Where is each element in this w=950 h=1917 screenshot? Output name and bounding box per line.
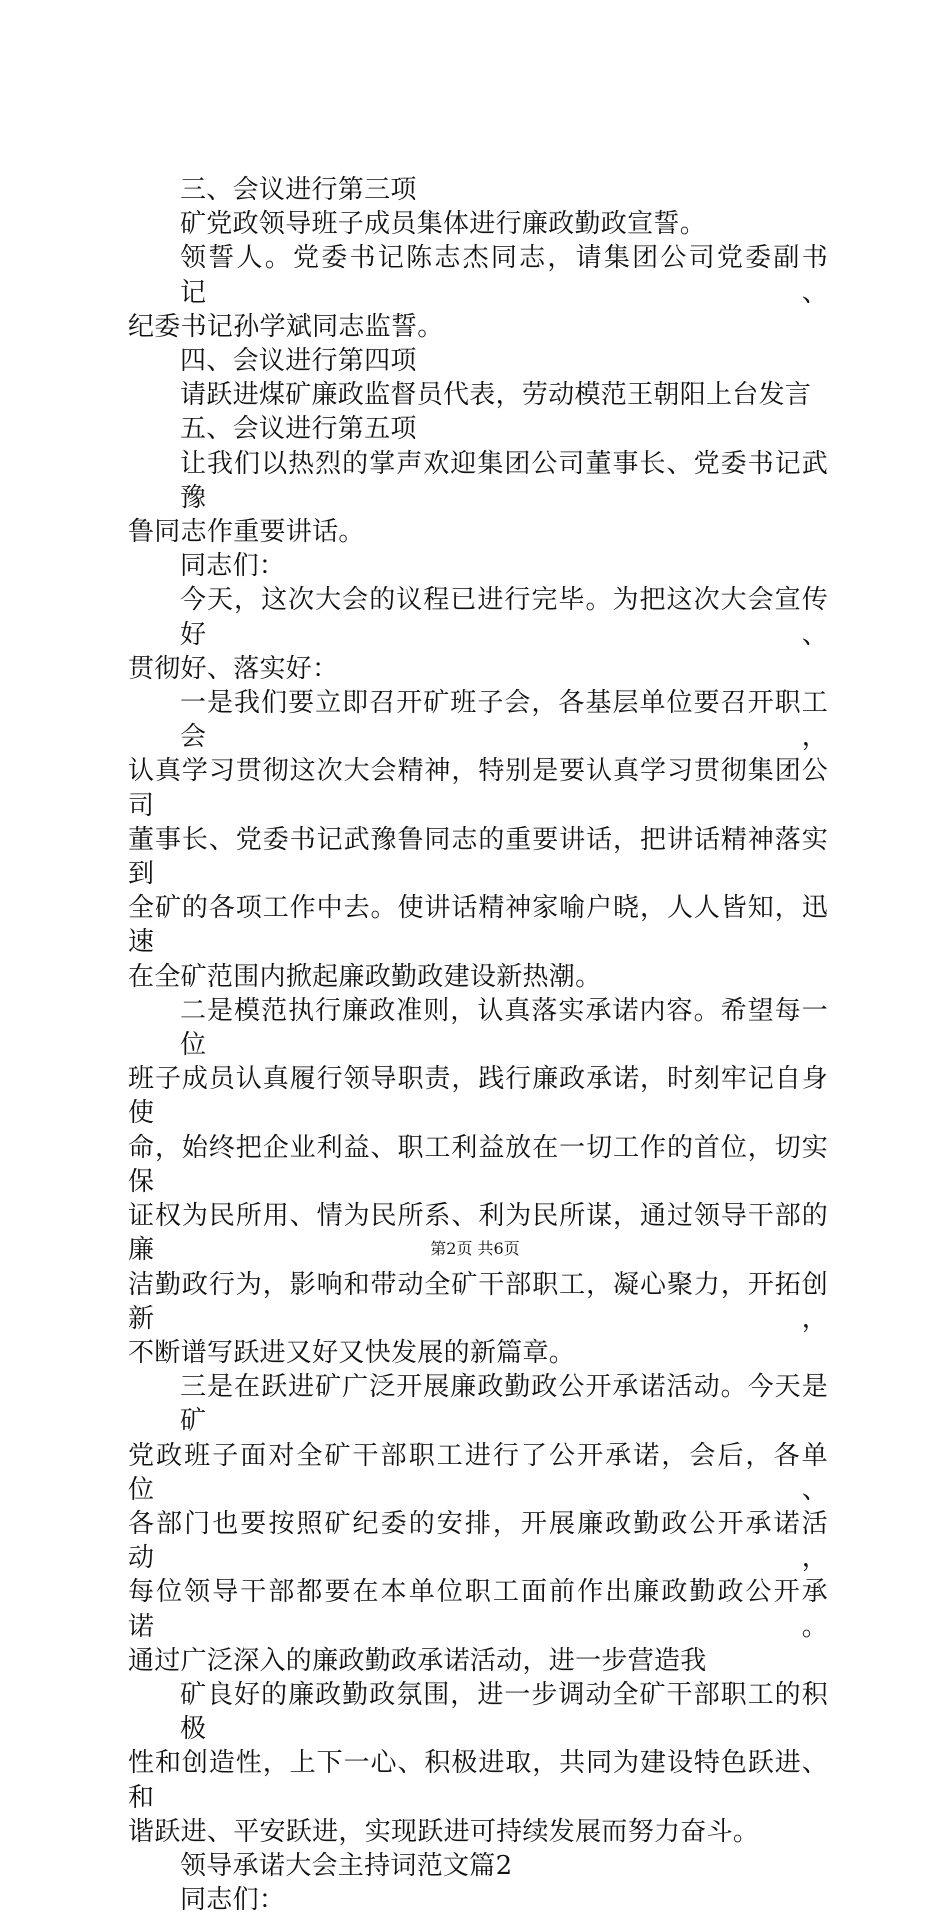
text-line: 五、会议进行第五项: [180, 414, 417, 445]
text-line: 在全矿范围内掀起廉政勤政建设新热潮。: [128, 961, 602, 992]
text-line: 各部门也要按照矿纪委的安排，开展廉政勤政公开承诺活动，: [128, 1508, 828, 1574]
text-line: 党政班子面对全矿干部职工进行了公开承诺，会后，各单位、: [128, 1440, 828, 1505]
text-line: 今天，这次大会的议程已进行完毕。为把这次大会宣传好、: [180, 585, 828, 650]
text-line: 领导承诺大会主持词范文篇2: [180, 1850, 513, 1881]
text-line: 证权为民所用、情为民所系、利为民所谋，通过领导干部的廉: [128, 1201, 828, 1266]
text-line: 董事长、党委书记武豫鲁同志的重要讲话，把讲话精神落实到: [128, 824, 828, 890]
text-line: 矿良好的廉政勤政氛围，进一步调动全矿干部职工的积极: [180, 1679, 828, 1745]
text-line: 纪委书记孙学斌同志监誓。: [128, 311, 444, 342]
text-line: 洁勤政行为，影响和带动全矿干部职工，凝心聚力，开拓创新，: [128, 1269, 828, 1334]
text-line: 同志们：: [180, 551, 286, 582]
text-line: 命，始终把企业利益、职工利益放在一切工作的首位，切实保: [128, 1132, 828, 1197]
text-line: 三是在跃进矿广泛开展廉政勤政公开承诺活动。今天是矿: [180, 1372, 828, 1437]
text-line: 每位领导干部都要在本单位职工面前作出廉政勤政公开承诺。: [128, 1577, 828, 1642]
text-line: 矿党政领导班子成员集体进行廉政勤政宣誓。: [180, 209, 707, 240]
text-line: 二是模范执行廉政准则，认真落实承诺内容。希望每一位: [180, 995, 828, 1061]
text-line: 请跃进煤矿廉政监督员代表，劳动模范王朝阳上台发言: [180, 380, 812, 411]
page-footer: 第2页 共6页: [430, 1239, 520, 1258]
text-line: 同志们：: [180, 1885, 286, 1916]
document-body: [128, 173, 828, 1917]
text-line: 认真学习贯彻这次大会精神，特别是要认真学习贯彻集团公司: [128, 756, 828, 821]
text-line: 让我们以热烈的掌声欢迎集团公司董事长、党委书记武豫: [180, 448, 828, 513]
text-line: 班子成员认真履行领导职责，践行廉政承诺，时刻牢记自身使: [128, 1064, 828, 1129]
text-line: 一是我们要立即召开矿班子会，各基层单位要召开职工会，: [180, 688, 828, 753]
text-line: 四、会议进行第四项: [180, 346, 417, 377]
text-line: 领誓人。党委书记陈志杰同志，请集团公司党委副书记、: [180, 243, 828, 308]
text-line: 通过广泛深入的廉政勤政承诺活动，进一步营造我: [128, 1645, 707, 1676]
text-line: 鲁同志作重要讲话。: [128, 517, 365, 548]
text-line: 全矿的各项工作中去。使讲话精神家喻户晓，人人皆知，迅速: [128, 893, 828, 958]
text-line: 三、会议进行第三项: [180, 175, 417, 205]
text-line: 性和创造性，上下一心、积极进取，共同为建设特色跃进、和: [128, 1748, 828, 1813]
text-line: 谐跃进、平安跃进，实现跃进可持续发展而努力奋斗。: [128, 1816, 760, 1847]
text-line: 贯彻好、落实好：: [128, 653, 339, 684]
text-line: 不断谱写跃进又好又快发展的新篇章。: [128, 1337, 576, 1368]
